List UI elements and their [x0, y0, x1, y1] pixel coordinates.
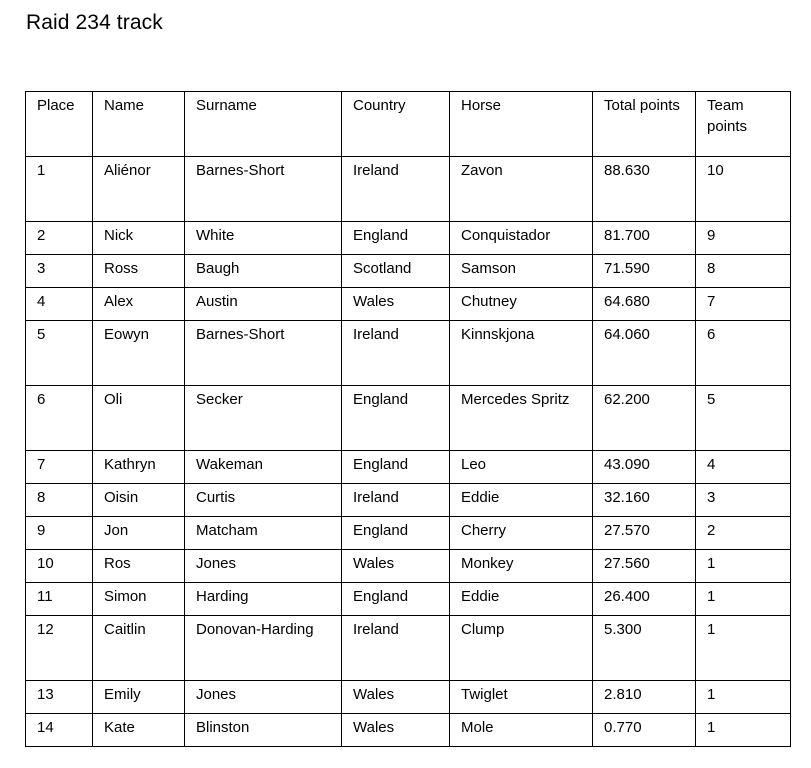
table-row: [26, 681, 791, 714]
cell-horse: Samson: [450, 255, 593, 288]
cell-total-points: 71.590: [593, 255, 696, 288]
cell-horse: Cherry: [450, 517, 593, 550]
table-row: [26, 517, 791, 550]
column-header-total-points: Total points: [593, 92, 696, 157]
cell-horse: Kinnskjona: [450, 321, 593, 386]
cell-team-points: 1: [696, 616, 791, 681]
cell-name: Simon: [93, 583, 185, 616]
cell-surname: Secker: [185, 386, 342, 451]
cell-surname: Matcham: [185, 517, 342, 550]
cell-horse: Eddie: [450, 484, 593, 517]
column-header-country: Country: [342, 92, 450, 157]
cell-country: Wales: [342, 681, 450, 714]
cell-horse: Clump: [450, 616, 593, 681]
cell-name: Oli: [93, 386, 185, 451]
cell-total-points: 2.810: [593, 681, 696, 714]
cell-total-points: 26.400: [593, 583, 696, 616]
table-row: [26, 222, 791, 255]
cell-surname: Harding: [185, 583, 342, 616]
table-row: [26, 714, 791, 747]
cell-horse: Mole: [450, 714, 593, 747]
cell-total-points: 88.630: [593, 157, 696, 222]
cell-name: Aliénor: [93, 157, 185, 222]
cell-total-points: 32.160: [593, 484, 696, 517]
cell-country: Wales: [342, 714, 450, 747]
cell-horse: Chutney: [450, 288, 593, 321]
cell-country: England: [342, 451, 450, 484]
cell-team-points: 6: [696, 321, 791, 386]
cell-place: 2: [26, 222, 93, 255]
cell-place: 12: [26, 616, 93, 681]
cell-total-points: 0.770: [593, 714, 696, 747]
cell-name: Ross: [93, 255, 185, 288]
cell-team-points: 9: [696, 222, 791, 255]
cell-name: Eowyn: [93, 321, 185, 386]
cell-total-points: 64.060: [593, 321, 696, 386]
cell-name: Alex: [93, 288, 185, 321]
cell-name: Ros: [93, 550, 185, 583]
table-row: [26, 583, 791, 616]
document-title: Raid 234 track: [26, 11, 163, 34]
cell-surname: Barnes-Short: [185, 157, 342, 222]
cell-country: England: [342, 386, 450, 451]
cell-country: England: [342, 583, 450, 616]
cell-surname: Austin: [185, 288, 342, 321]
table-row: [26, 288, 791, 321]
cell-surname: Barnes-Short: [185, 321, 342, 386]
cell-team-points: 10: [696, 157, 791, 222]
cell-surname: Blinston: [185, 714, 342, 747]
cell-surname: Jones: [185, 550, 342, 583]
cell-place: 5: [26, 321, 93, 386]
table-row: [26, 550, 791, 583]
cell-surname: White: [185, 222, 342, 255]
cell-team-points: 5: [696, 386, 791, 451]
cell-team-points: 2: [696, 517, 791, 550]
cell-horse: Leo: [450, 451, 593, 484]
cell-name: Kate: [93, 714, 185, 747]
cell-name: Oisin: [93, 484, 185, 517]
cell-place: 6: [26, 386, 93, 451]
cell-name: Emily: [93, 681, 185, 714]
cell-total-points: 62.200: [593, 386, 696, 451]
cell-country: Scotland: [342, 255, 450, 288]
cell-total-points: 27.570: [593, 517, 696, 550]
cell-place: 7: [26, 451, 93, 484]
results-table: [25, 91, 791, 747]
column-header-horse: Horse: [450, 92, 593, 157]
cell-team-points: 7: [696, 288, 791, 321]
cell-total-points: 27.560: [593, 550, 696, 583]
column-header-team-points: Team points: [696, 92, 791, 157]
table-row: [26, 484, 791, 517]
cell-team-points: 3: [696, 484, 791, 517]
cell-horse: Monkey: [450, 550, 593, 583]
cell-horse: Mercedes Spritz: [450, 386, 593, 451]
cell-place: 3: [26, 255, 93, 288]
cell-country: Ireland: [342, 157, 450, 222]
table-row: [26, 157, 791, 222]
cell-team-points: 1: [696, 583, 791, 616]
cell-country: Ireland: [342, 484, 450, 517]
cell-name: Caitlin: [93, 616, 185, 681]
cell-country: Wales: [342, 288, 450, 321]
table-row: [26, 255, 791, 288]
cell-total-points: 43.090: [593, 451, 696, 484]
cell-team-points: 1: [696, 714, 791, 747]
column-header-place: Place: [26, 92, 93, 157]
cell-surname: Baugh: [185, 255, 342, 288]
cell-horse: Twiglet: [450, 681, 593, 714]
cell-name: Kathryn: [93, 451, 185, 484]
cell-country: Ireland: [342, 321, 450, 386]
column-header-surname: Surname: [185, 92, 342, 157]
cell-surname: Donovan-Harding: [185, 616, 342, 681]
table-row: [26, 321, 791, 386]
cell-total-points: 64.680: [593, 288, 696, 321]
cell-horse: Conquistador: [450, 222, 593, 255]
cell-place: 11: [26, 583, 93, 616]
table-row: [26, 616, 791, 681]
cell-place: 1: [26, 157, 93, 222]
cell-place: 10: [26, 550, 93, 583]
cell-team-points: 4: [696, 451, 791, 484]
cell-country: Wales: [342, 550, 450, 583]
table-row: [26, 386, 791, 451]
cell-name: Jon: [93, 517, 185, 550]
cell-team-points: 1: [696, 550, 791, 583]
column-header-name: Name: [93, 92, 185, 157]
table-row: [26, 451, 791, 484]
cell-horse: Eddie: [450, 583, 593, 616]
cell-surname: Jones: [185, 681, 342, 714]
cell-place: 13: [26, 681, 93, 714]
cell-country: England: [342, 517, 450, 550]
cell-place: 4: [26, 288, 93, 321]
cell-surname: Curtis: [185, 484, 342, 517]
cell-name: Nick: [93, 222, 185, 255]
cell-horse: Zavon: [450, 157, 593, 222]
cell-place: 8: [26, 484, 93, 517]
cell-team-points: 1: [696, 681, 791, 714]
cell-place: 14: [26, 714, 93, 747]
cell-total-points: 5.300: [593, 616, 696, 681]
cell-surname: Wakeman: [185, 451, 342, 484]
cell-country: Ireland: [342, 616, 450, 681]
cell-team-points: 8: [696, 255, 791, 288]
table-header-row: [26, 92, 791, 157]
cell-place: 9: [26, 517, 93, 550]
cell-country: England: [342, 222, 450, 255]
cell-total-points: 81.700: [593, 222, 696, 255]
